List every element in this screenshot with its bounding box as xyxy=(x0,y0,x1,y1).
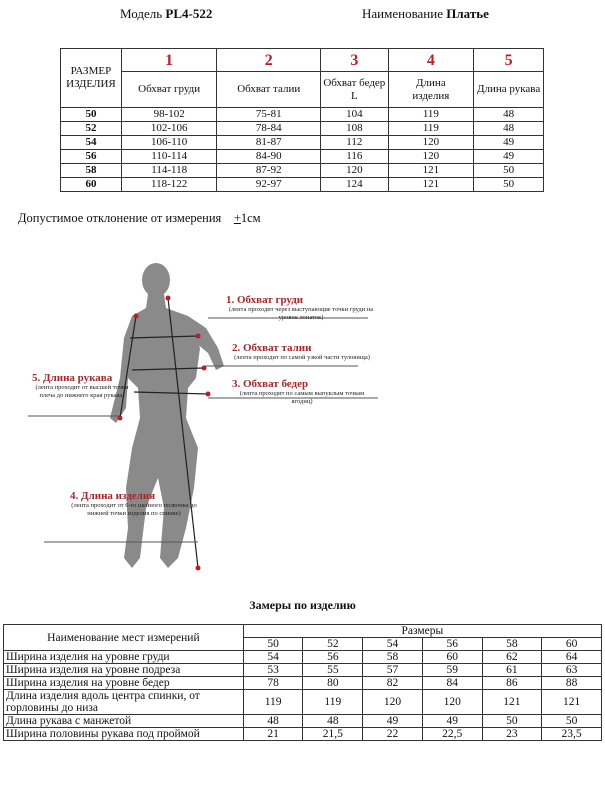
product-measures-title: Замеры по изделию xyxy=(249,598,356,612)
col-num: 2 xyxy=(217,49,321,72)
col-header: Обхват бедер L xyxy=(321,72,389,108)
col-num: 4 xyxy=(388,49,474,72)
table-row: 60 118-122 92-97 124 121 50 xyxy=(61,178,544,192)
name-value: Платье xyxy=(446,6,489,21)
table-row: 54 106-110 81-87 112 120 49 xyxy=(61,136,544,150)
model-header xyxy=(120,6,212,22)
plus-minus: + xyxy=(233,211,241,225)
col-num: 5 xyxy=(474,49,544,72)
label-waist: 2. Обхват талии (лента проходит по самой узкой части туловища) xyxy=(232,342,370,361)
table-row: 52 102-106 78-84 108 119 48 xyxy=(61,122,544,136)
col-header: Обхват груди xyxy=(121,72,217,108)
name-label: Наименование xyxy=(362,6,443,21)
measurement-figure xyxy=(28,258,388,588)
sizes-header: Размеры xyxy=(243,625,601,638)
tolerance-note: Допустимое отклонение от измерения +1см xyxy=(18,211,261,225)
table-row: Длина рукава с манжетой 48 48 49 49 50 50 xyxy=(4,715,602,728)
product-measures-table: Наименование мест измерений Размеры 50 52 54 56 58 60 Ширина изделия на уровне груди 54 56 58 60 62 64 Ширина изделия на уровне подреза 53 55 57 59 61 63 Ширина изделия на уровне бедер 78 80 82 84 86 88 Длина изделия вдоль центра спинки, от горловины до низа 119 119 120 120 121 121 Длина рукава с манжетой 48 48 49 49 50 50 Ширина половины рукава под проймой 21 21,5 22 22,5 23 23,5 xyxy=(3,624,602,741)
col-header: Обхват талии xyxy=(217,72,321,108)
col-num: 1 xyxy=(121,49,217,72)
table-row: 58 114-118 87-92 120 121 50 xyxy=(61,164,544,178)
size-corner-header: РАЗМЕР ИЗДЕЛИЯ xyxy=(61,49,122,108)
model-value: PL4-522 xyxy=(165,6,213,21)
table-row: 50 98-102 75-81 104 119 48 xyxy=(61,108,544,122)
col-header: Длина рукава xyxy=(474,72,544,108)
size-table xyxy=(60,48,544,192)
table-row: Длина изделия вдоль центра спинки, от горловины до низа 119 119 120 120 121 121 xyxy=(4,690,602,715)
label-sleeve: 5. Длина рукава (лента проходит от высшей точки плеча до нижнего края рукава) xyxy=(32,372,129,399)
model-label: Модель xyxy=(120,6,163,21)
table-row: Ширина половины рукава под проймой 21 21,5 22 22,5 23 23,5 xyxy=(4,728,602,741)
name-header xyxy=(362,6,489,22)
table-row: Ширина изделия на уровне груди 54 56 58 60 62 64 xyxy=(4,651,602,664)
label-chest: 1. Обхват груди (лента проходит через выступающие точки груди на уровне лопаток) xyxy=(226,294,374,321)
table-row: 56 110-114 84-90 116 120 49 xyxy=(61,150,544,164)
col-num: 3 xyxy=(321,49,389,72)
table-row: Ширина изделия на уровне подреза 53 55 57 59 61 63 xyxy=(4,664,602,677)
name-header: Наименование мест измерений xyxy=(4,625,244,651)
col-header: Длина изделия xyxy=(388,72,474,108)
table-row: Ширина изделия на уровне бедер 78 80 82 84 86 88 xyxy=(4,677,602,690)
label-length: 4. Длина изделия (лента проходит от 6-го шейного позвонка до нижней точки изделия по спинке) xyxy=(70,490,197,517)
label-hips: 3. Обхват бедер (лента проходит по самым выпуклым точкам ягодиц) xyxy=(232,378,365,405)
